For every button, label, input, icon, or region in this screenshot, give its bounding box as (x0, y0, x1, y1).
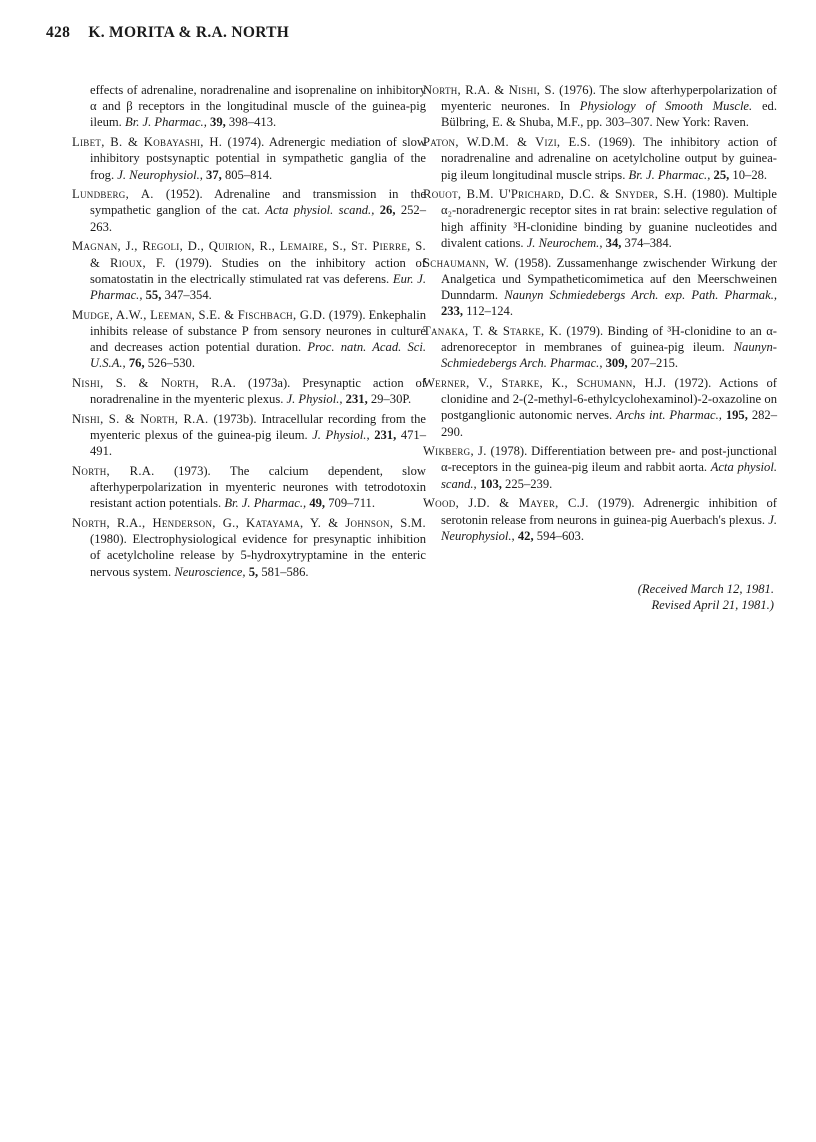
reference-pages: 471–491. (90, 428, 426, 459)
reference-journal: J. Physiol., (312, 428, 370, 443)
reference-authors: Lundberg, A. (72, 187, 154, 202)
reference-title: (1973a). Presynaptic action of noradrenaline in the myenteric plexus. (90, 375, 426, 407)
reference-pages: 112–124. (466, 304, 513, 319)
reference-title: (1980). Multiple α₂-noradrenergic receptor sites in rat brain: selective regulation of high affinity ³H-clonidine binding by guanine nucleotides and divalent cations. (441, 187, 778, 250)
reference-entry (423, 186, 777, 251)
reference-title: (1976). The slow afterhyperpolarization of myenteric neurones. In (441, 83, 777, 114)
reference-authors: Wood, J.D. & Mayer, C.J. (423, 496, 589, 511)
reference-journal: Neuroscience, (174, 564, 246, 579)
reference-entry (72, 307, 426, 372)
reference-pages: 29–30P. (370, 392, 412, 407)
reference-journal: Br. J. Pharmac., (224, 496, 307, 511)
reference-title: (1969). The inhibitory action of noradrenaline and adrenaline on acetylcholine output by guinea-pig ileum longitudinal muscle strips. (441, 135, 778, 182)
reference-volume: 49, (309, 496, 326, 511)
reference-volume: 309, (605, 356, 628, 371)
reference-journal: Naunyn Schmiedebergs Arch. exp. Path. Pharmak., (504, 287, 777, 302)
received-date: (Received March 12, 1981. (637, 582, 774, 596)
reference-journal: Br. J. Pharmac., (125, 115, 207, 130)
reference-journal: J. Neurochem., (526, 235, 603, 250)
reference-pages: 374–384. (624, 235, 672, 250)
reference-journal: J. Neurophysiol., (441, 512, 777, 543)
reference-volume: 34, (605, 235, 622, 250)
reference-volume: 103, (479, 476, 502, 491)
reference-volume: 42, (517, 528, 534, 543)
reference-authors: Magnan, J., Regoli, D., Quirion, R., Lemaire, S., St. Pierre, S. & Rioux, F. (72, 239, 426, 270)
reference-entry (72, 515, 426, 580)
reference-entry (423, 134, 777, 183)
reference-entry (72, 134, 426, 183)
reference-entry (423, 323, 777, 372)
reference-entry (72, 463, 426, 512)
reference-authors: Schaumann, W. (423, 255, 510, 270)
reference-volume: 231, (345, 392, 368, 407)
page-number: 428 (46, 24, 71, 41)
reference-volume: 76, (128, 356, 145, 371)
reference-journal: J. Physiol., (286, 392, 343, 407)
running-header-authors: K. MORITA & R.A. NORTH (88, 24, 290, 41)
reference-entry (72, 411, 426, 460)
reference-authors: Paton, W.D.M. & Vizi, E.S. (423, 135, 591, 150)
reference-pages: 805–814. (224, 167, 273, 182)
reference-volume: 37, (206, 167, 222, 182)
reference-entry (72, 82, 426, 131)
references-right-column (423, 82, 777, 547)
revised-date: Revised April 21, 1981.) (651, 598, 774, 613)
reference-authors: Wikberg, J. (423, 444, 487, 459)
reference-title: (1973). The calcium dependent, slow afterhyperpolarization in myenteric neurones with tetrodotoxin resistant action potentials. (90, 463, 426, 511)
reference-journal: Archs int. Pharmac., (616, 408, 722, 423)
reference-authors: Nishi, S. & North, R.A. (72, 411, 209, 426)
reference-pages: 10–28. (732, 167, 768, 182)
reference-journal: Physiology of Smooth Muscle. (579, 99, 753, 114)
reference-journal: Proc. natn. Acad. Sci. U.S.A., (90, 340, 426, 371)
reference-title: (1973b). Intracellular recording from the myenteric plexus of the guinea-pig ileum. (90, 411, 427, 443)
reference-volume: 5, (248, 564, 259, 579)
reference-pages: 282–290. (441, 408, 778, 439)
reference-volume: 55, (145, 287, 162, 302)
reference-title: effects of adrenaline, noradrenaline and isoprenaline on inhibitory α and β receptors in the longitudinal muscle of the guinea-pig ileum. (90, 83, 426, 130)
reference-journal: Acta physiol. scand., (441, 460, 777, 491)
reference-authors: Libet, B. & Kobayashi, H. (72, 135, 223, 150)
reference-entry (72, 186, 426, 235)
reference-journal: Naunyn-Schmiedebergs Arch. Pharmac., (441, 340, 777, 371)
reference-pages: 709–711. (328, 496, 375, 511)
reference-authors: North, R.A. (72, 463, 155, 478)
reference-title: (1979). Binding of ³H-clonidine to an α-adrenoreceptor in membranes of guinea-pig ileum. (441, 323, 777, 355)
reference-volume: 233, (441, 304, 464, 319)
reference-title: (1952). Adrenaline and transmission in the sympathetic ganglion of the cat. (90, 187, 426, 218)
reference-pages: 581–586. (261, 564, 309, 579)
reference-title: (1974). Adrenergic mediation of slow inhibitory postsynaptic potential in sympathetic ganglia of the frog. (90, 135, 426, 182)
reference-pages: 347–354. (164, 287, 212, 302)
reference-title: (1978). Differentiation between pre- and post-junctional α-receptors in the guinea-pig ileum and rabbit aorta. (441, 444, 777, 475)
references-left-column (72, 82, 426, 583)
reference-title: (1972). Actions of clonidine and 2-(2-methyl-6-ethylcyclohexaminol)-2-oxazoline on postganglionic autonomic nerves. (441, 375, 777, 423)
reference-volume: 26, (379, 203, 396, 218)
reference-authors: Tanaka, T. & Starke, K. (423, 323, 562, 338)
reference-entry (72, 375, 426, 407)
reference-pages: 252–263. (90, 203, 427, 234)
reference-authors: Mudge, A.W., Leeman, S.E. & Fischbach, G.D. (72, 307, 326, 322)
reference-authors: Rouot, B.M. U'Prichard, D.C. & Snyder, S.H. (423, 187, 688, 202)
reference-pages: 398–413. (228, 115, 277, 130)
reference-title: (1979). Enkephalin inhibits release of substance P from sensory neurones in culture and decreases action potential duration. (90, 307, 426, 355)
reference-volume: 25, (713, 167, 730, 182)
reference-pages: 207–215. (630, 356, 679, 371)
reference-entry (423, 443, 777, 492)
reference-title: (1979). Adrenergic inhibition of serotonin release from neurons in guinea-pig Auerbach's plexus. (441, 496, 777, 527)
reference-pages: ed. Bülbring, E. & Shuba, M.F., pp. 303–307. New York: Raven. (441, 99, 778, 130)
running-header (46, 24, 289, 42)
reference-title: (1958). Zussamenhange zwischender Wirkung der Analgetica und Sympatheticomimetica auf den Meerschweinen Dunndarm. (441, 255, 777, 302)
reference-journal: J. Neurophysiol., (117, 167, 203, 182)
reference-title: (1980). Electrophysiological evidence for presynaptic inhibition of acetylcholine release by 5-hydroxytryptamine in the enteric nervous system. (90, 532, 426, 579)
reference-entry (423, 375, 777, 440)
reference-authors: Werner, V., Starke, K., Schumann, H.J. (423, 375, 667, 390)
reference-volume: 195, (725, 408, 748, 423)
reference-pages: 225–239. (505, 476, 553, 491)
reference-authors: North, R.A. & Nishi, S. (423, 83, 556, 97)
reference-authors: Nishi, S. & North, R.A. (72, 375, 237, 390)
reference-journal: Eur. J. Pharmac., (90, 271, 427, 302)
reference-title: (1979). Studies on the inhibitory action of somatostatin in the electrically stimulated rat vas deferens. (90, 255, 426, 286)
reference-volume: 231, (374, 428, 397, 443)
reference-entry (72, 238, 426, 303)
received-dates (638, 581, 774, 613)
reference-volume: 39, (210, 115, 226, 130)
reference-journal: Br. J. Pharmac., (628, 167, 711, 182)
reference-entry (423, 82, 777, 131)
reference-pages: 526–530. (147, 356, 195, 371)
reference-entry (423, 255, 777, 320)
reference-pages: 594–603. (536, 528, 584, 543)
reference-entry (423, 495, 777, 544)
reference-journal: Acta physiol. scand., (265, 203, 375, 218)
reference-authors: North, R.A., Henderson, G., Katayama, Y. & Johnson, S.M. (72, 516, 426, 531)
